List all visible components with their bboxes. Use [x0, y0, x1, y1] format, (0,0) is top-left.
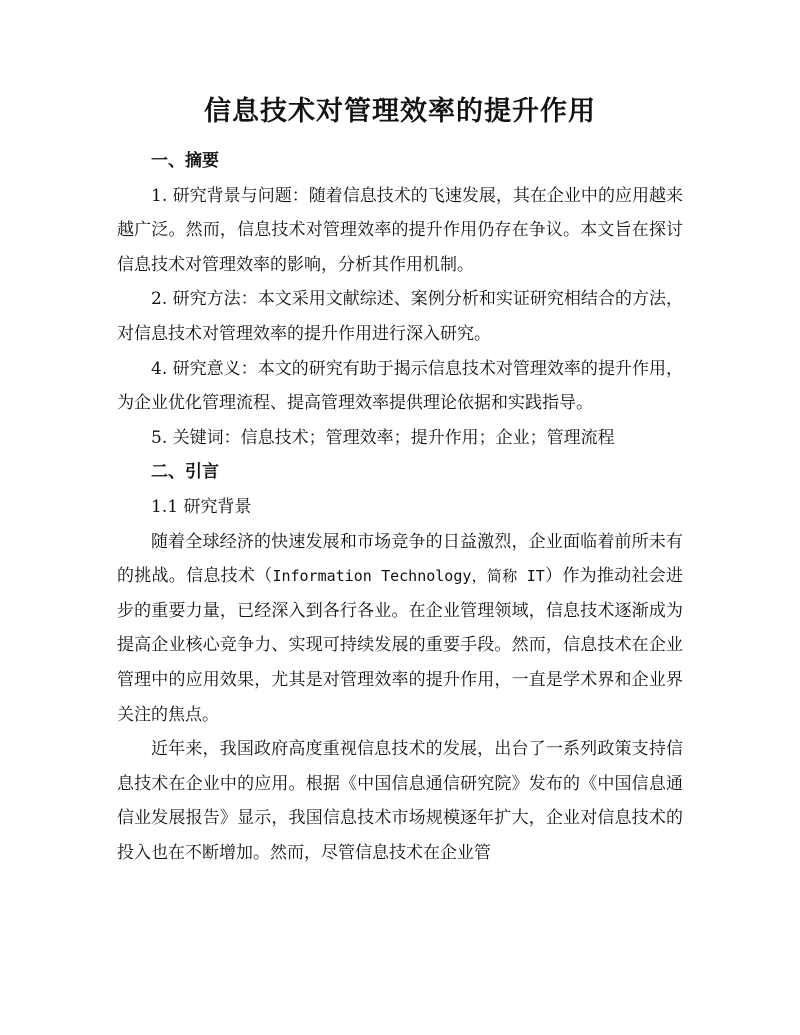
intro-paragraph-2: 近年来，我国政府高度重视信息技术的发展，出台了一系列政策支持信息技术在企业中的应用。根据《中国信息通信研究院》发布的《中国信息通信业发展报告》显示，我国信息技术市场规模逐年扩大，企业对信息技术的投入也在不断增加。然而，尽管信息技术在企业管: [117, 739, 683, 863]
document-title: 信息技术对管理效率的提升作用: [204, 96, 596, 127]
section-heading-abstract: 一、摘要: [151, 151, 219, 171]
abstract-item-5: 5. 关键词：信息技术；管理效率；提升作用；企业；管理流程: [151, 427, 615, 448]
intro-paragraph-1: [117, 525, 683, 733]
intro-paragraph-1-latin: Information Technology，简称 IT: [272, 567, 545, 586]
abstract-item-2: 2. 研究方法：本文采用文献综述、案例分析和实证研究相结合的方法，对信息技术对管理效率的提升作用进行深入研究。: [117, 289, 683, 344]
subsection-heading-background: 1.1 研究背景: [151, 496, 252, 517]
section-heading-intro: 二、引言: [151, 462, 219, 483]
abstract-item-1: 1. 研究背景与问题：随着信息技术的飞速发展，其在企业中的应用越来越广泛。然而，信息技术对管理效率的提升作用仍存在争议。本文旨在探讨信息技术对管理效率的影响，分析其作用机制。: [117, 185, 683, 275]
intro-paragraph-1-part-b: ）作为推动社会进步的重要力量，已经深入到各行各业。在企业管理领域，信息技术逐渐成为提高企业核心竞争力、实现可持续发展的重要手段。然而，信息技术在企业管理中的应用效果，尤其是对管理效率的提升作用，一直是学术界和企业界关注的焦点。: [117, 566, 684, 725]
abstract-item-4: 4. 研究意义：本文的研究有助于揭示信息技术对管理效率的提升作用，为企业优化管理流程、提高管理效率提供理论依据和实践指导。: [117, 358, 683, 414]
intro-paragraph-1-part-a: 随着全球经济的快速发展和市场竞争的日益激烈，企业面临着前所未有的挑战。信息技术（: [117, 531, 683, 587]
document-page: [117, 88, 683, 870]
